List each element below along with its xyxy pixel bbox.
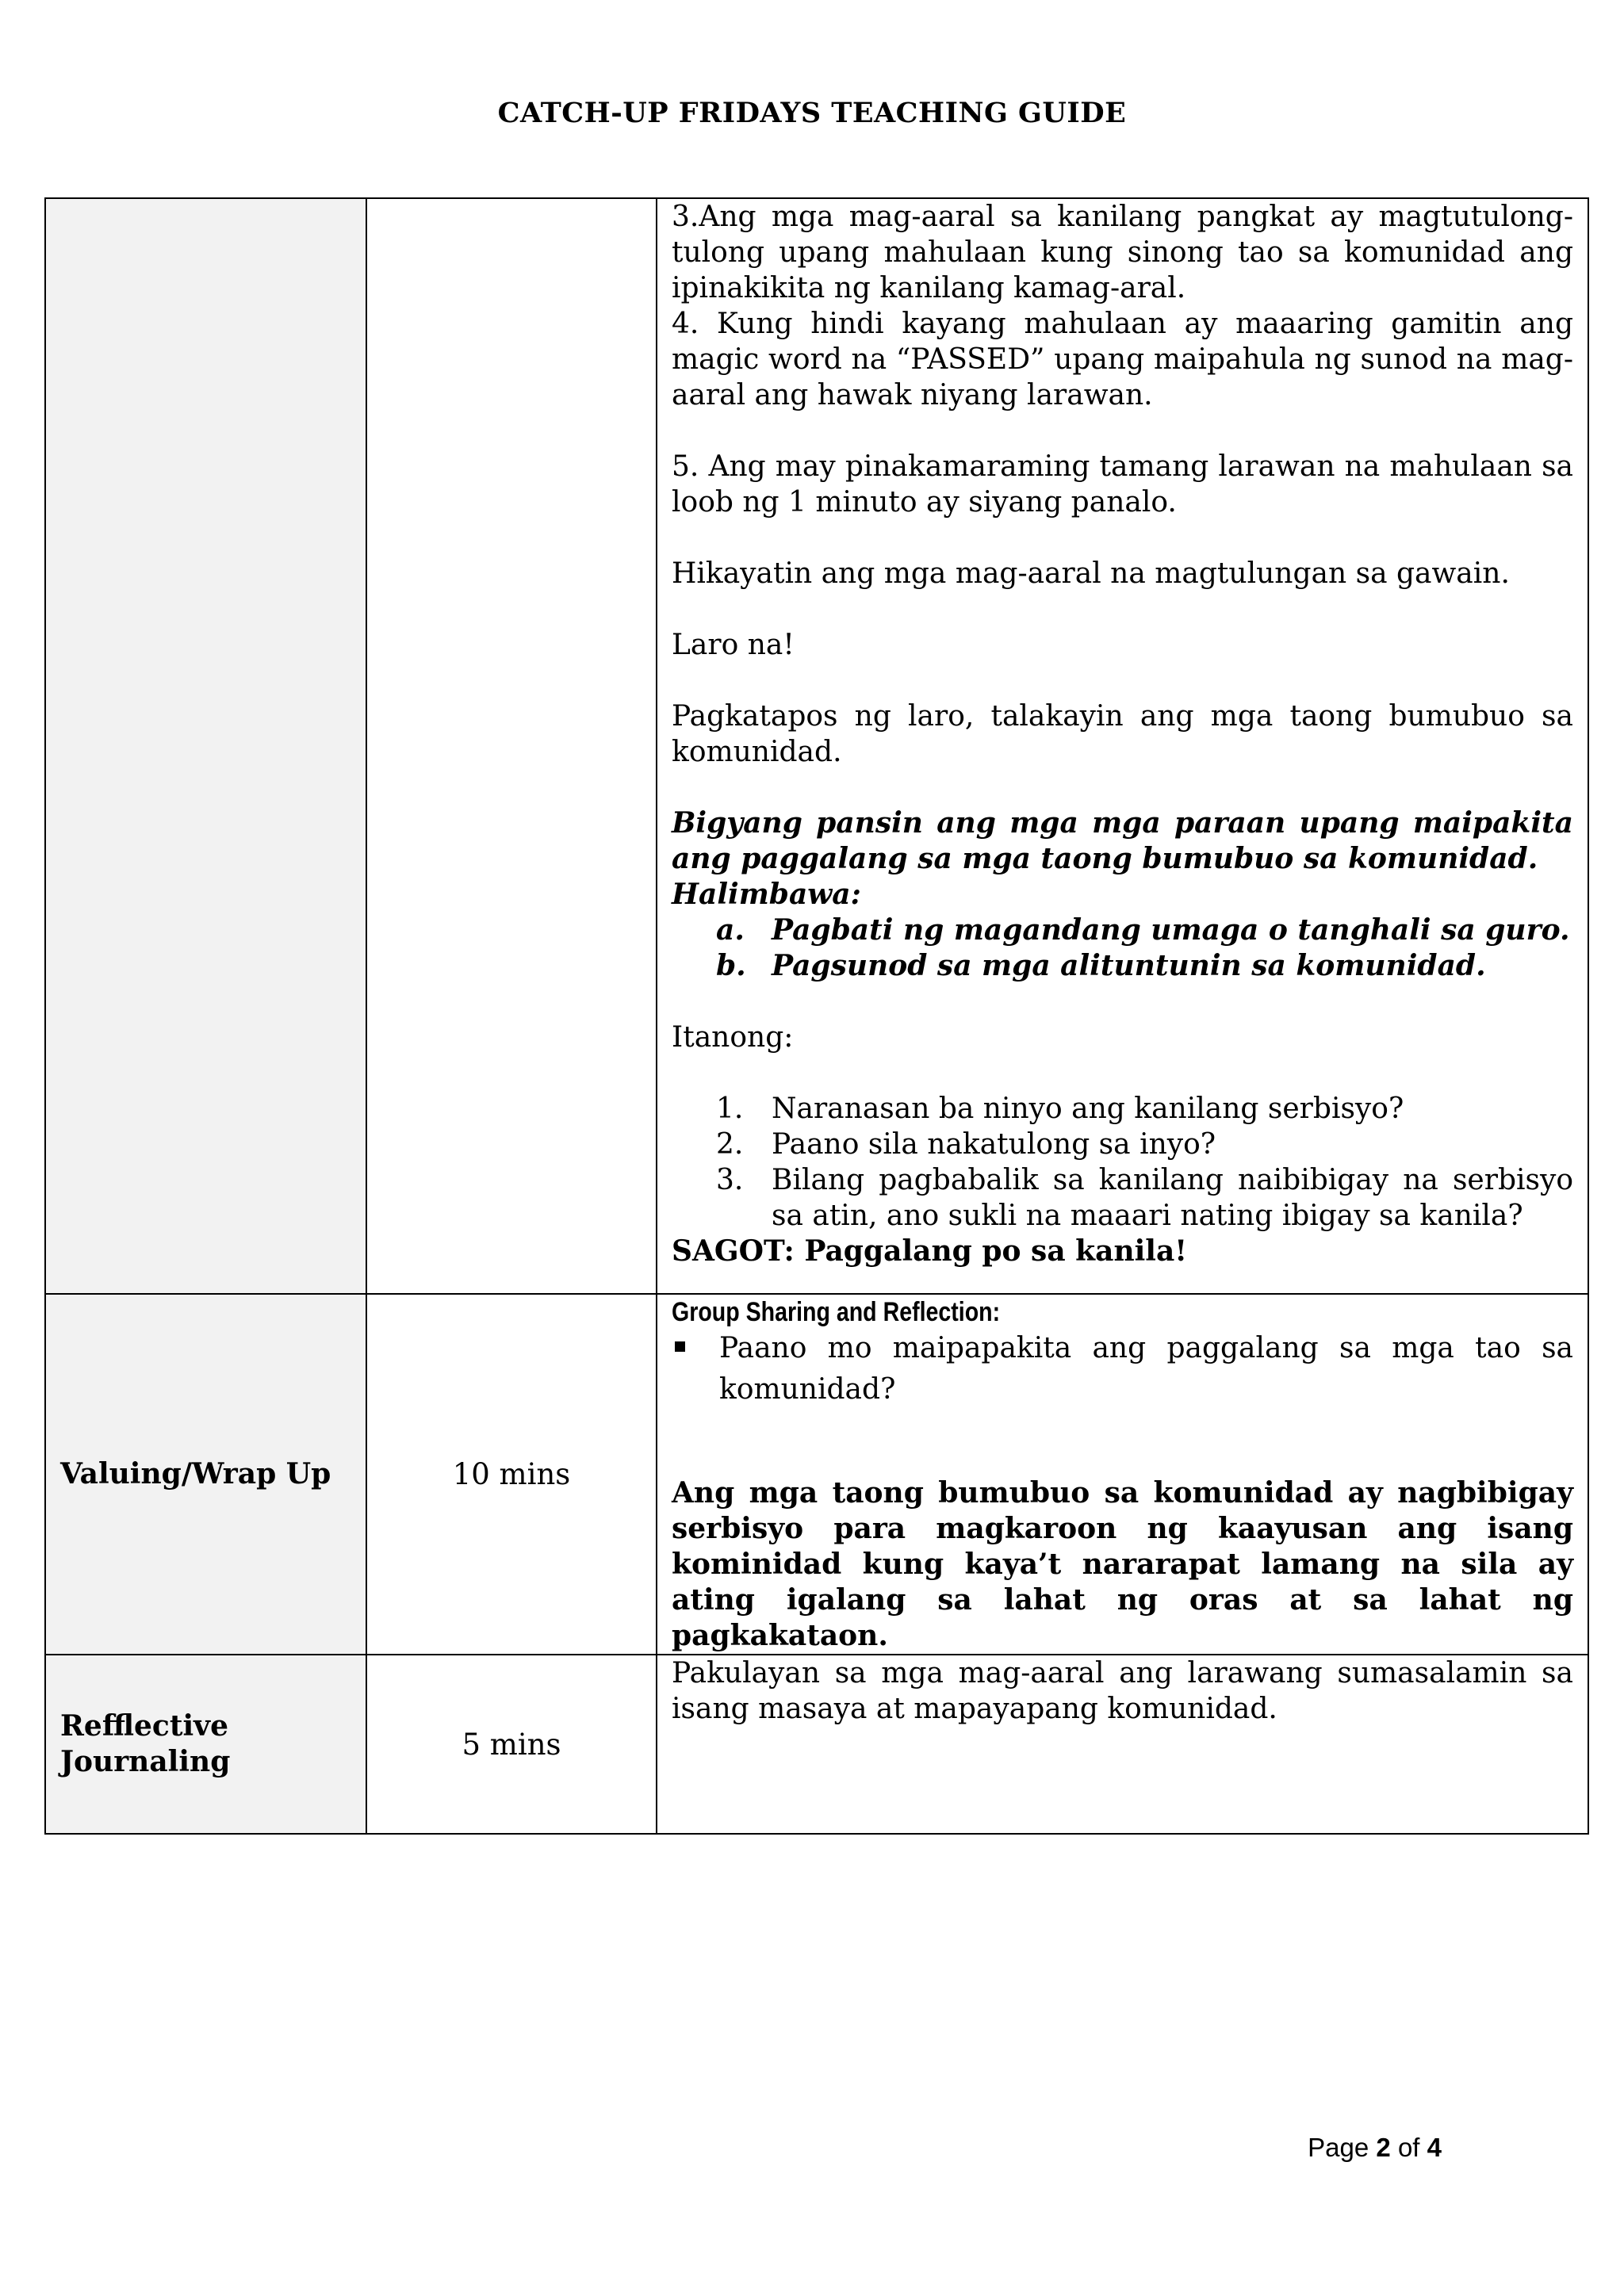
of-word: of (1397, 2133, 1420, 2162)
table-row-journaling (45, 1655, 1588, 1834)
step-5-text: 5. Ang may pinakamaraming tamang larawan na mahulaan sa loob ng 1 minuto ay siyang panalo. (672, 450, 1573, 519)
page-word: Page (1308, 2133, 1369, 2162)
journaling-content-cell (657, 1655, 1588, 1834)
after-game-text: Pagkatapos ng laro, talakayin ang mga taong bumubuo sa komunidad. (672, 700, 1573, 768)
journaling-duration: 5 mins (462, 1727, 561, 1762)
play-text: Laro na! (672, 629, 795, 661)
table-row-valuing (45, 1294, 1588, 1655)
step-3-text: 3.Ang mga mag-aaral sa kanilang pangkat ay magtutulong-tulong upang mahulaan kung sinong tao sa komunidad ang ipinakikita ng kanilang kamag-aral. (672, 201, 1573, 304)
journaling-label: Refflective Journaling (60, 1709, 231, 1778)
valuing-label-cell (45, 1294, 366, 1655)
current-page-number: 2 (1376, 2133, 1391, 2162)
list-item (672, 1127, 1573, 1162)
list-item (672, 1162, 1573, 1234)
journaling-label-cell (45, 1655, 366, 1834)
bullet-square-icon (675, 1341, 685, 1352)
page-title: CATCH-UP FRIDAYS TEACHING GUIDE (497, 97, 1127, 129)
total-pages-number: 4 (1427, 2133, 1442, 2162)
list-marker: 2. (716, 1128, 744, 1161)
wrap-up-summary-text: Ang mga taong bumubuo sa komunidad ay nagbibigay serbisyo para magkaroon ng kaayusan ang isang kominidad kung kaya’t nararapat lamang na sila ay ating igalang sa lahat ng oras at sa lahat ng pagkakataon. (672, 1476, 1573, 1652)
list-item (672, 948, 1573, 984)
activity-content-cell (657, 198, 1588, 1294)
list-item (672, 913, 1573, 948)
page-number-footer (1308, 2133, 1442, 2163)
list-item (672, 1091, 1573, 1127)
list-marker: 3. (716, 1164, 744, 1196)
list-marker: 1. (716, 1093, 744, 1125)
list-marker: a. (716, 913, 745, 947)
example-label: Halimbawa: (672, 878, 861, 911)
valuing-label: Valuing/Wrap Up (60, 1457, 331, 1490)
question-2-text: Paano sila nakatulong sa inyo? (772, 1128, 1216, 1161)
question-3-text: Bilang pagbabalik sa kanilang naibibigay na serbisyo sa atin, ano sukli na maaari nating ibigay sa kanila? (772, 1164, 1573, 1232)
example-b-text: Pagsunod sa mga alituntunin sa komunidad. (772, 949, 1486, 982)
reflection-question-text: Paano mo maipapakita ang paggalang sa mga tao sa komunidad? (719, 1332, 1573, 1406)
list-item (672, 1328, 1573, 1410)
ask-label: Itanong: (672, 1021, 794, 1054)
encourage-text: Hikayatin ang mga mag-aaral na magtulungan sa gawain. (672, 557, 1510, 590)
step-4-text: 4. Kung hindi kayang mahulaan ay maaaring gamitin ang magic word na “PASSED” upang maipahula ng sunod na mag-aaral ang hawak niyang larawan. (672, 308, 1573, 411)
question-1-text: Naranasan ba ninyo ang kanilang serbisyo? (772, 1093, 1404, 1125)
valuing-duration: 10 mins (452, 1457, 571, 1491)
valuing-duration-cell (366, 1294, 657, 1655)
journaling-duration-cell (366, 1655, 657, 1834)
emphasis-text: Bigyang pansin ang mga mga paraan upang maipakita ang paggalang sa mga taong bumubuo sa komunidad. (672, 806, 1573, 875)
example-a-text: Pagbati ng magandang umaga o tanghali sa guro. (772, 913, 1570, 947)
table-row-activity-continued (45, 198, 1588, 1294)
journaling-instruction-text: Pakulayan sa mga mag-aaral ang larawang sumasalamin sa isang masaya at mapayapang komunidad. (672, 1657, 1573, 1725)
lesson-table (44, 197, 1589, 1835)
activity-label-cell (45, 198, 366, 1294)
list-marker: b. (716, 949, 746, 982)
valuing-content-cell (657, 1294, 1588, 1655)
answer-text: SAGOT: Paggalang po sa kanila! (672, 1234, 1188, 1268)
activity-duration-cell (366, 198, 657, 1294)
group-sharing-heading: Group Sharing and Reflection: (672, 1297, 1001, 1327)
